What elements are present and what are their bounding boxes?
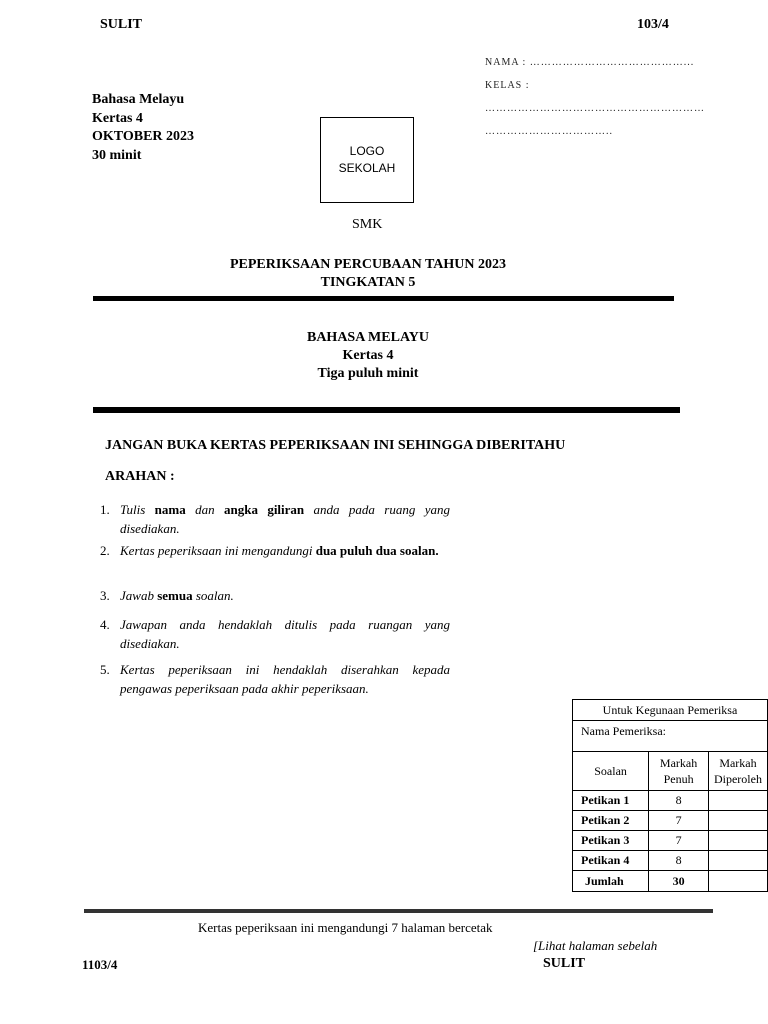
table-row-diperoleh[interactable] <box>708 811 767 831</box>
divider-top <box>93 296 674 301</box>
total-label: Jumlah <box>573 871 649 892</box>
instruction-2: 2. Kertas peperiksaan ini mengandungi dua puluh dua soalan. <box>100 543 439 558</box>
subject-month: OKTOBER 2023 <box>92 129 195 144</box>
paper-block <box>218 329 518 383</box>
exam-title-line1: PEPERIKSAAN PERCUBAAN TAHUN 2023 <box>229 257 506 272</box>
next-page-note: [Lihat halaman sebelah <box>533 938 658 953</box>
col-markah-diperoleh: Markah Diperoleh <box>708 752 767 791</box>
table-row-penuh: 8 <box>649 851 709 871</box>
candidate-info <box>485 51 735 143</box>
examiner-table-title: Untuk Kegunaan Pemeriksa <box>573 700 768 721</box>
total-diperoleh[interactable] <box>708 871 767 892</box>
examiner-table <box>572 699 768 892</box>
table-row-label: Petikan 4 <box>573 851 649 871</box>
examiner-name-label: Nama Pemeriksa: <box>573 721 768 752</box>
instruction-5: 5. Kertas peperiksaan ini hendaklah diserahkan kepada pengawas peperiksaan pada akhir peperiksaan. <box>100 662 450 696</box>
footer-code: 1103/4 <box>82 957 118 972</box>
instruction-3: 3. Jawab semua soalan. <box>100 588 234 603</box>
subject-info <box>92 91 194 165</box>
school-name: SMK <box>352 217 383 232</box>
table-row-label: Petikan 1 <box>573 791 649 811</box>
instruction-1: 1. Tulis nama dan angka giliran anda pada ruang yang disediakan. <box>100 502 450 536</box>
divider-footer <box>84 909 713 913</box>
col-markah-penuh: Markah Penuh <box>649 752 709 791</box>
school-logo-placeholder <box>320 117 414 203</box>
table-row-label: Petikan 3 <box>573 831 649 851</box>
table-row-penuh: 8 <box>649 791 709 811</box>
header-code: 103/4 <box>637 17 669 32</box>
subject-paper: Kertas 4 <box>92 110 143 126</box>
exam-title <box>168 256 568 292</box>
paper-duration: Tiga puluh minit <box>317 366 419 381</box>
exam-title-line2: TINGKATAN 5 <box>320 275 416 290</box>
header-sulit: SULIT <box>100 17 143 32</box>
dots-line-1: …………………………………………………… <box>485 103 705 114</box>
arahan-title: ARAHAN : <box>105 469 175 484</box>
nama-field: NAMA : ……………………………………... <box>485 57 695 68</box>
kelas-field: KELAS : <box>485 80 530 91</box>
table-row-label: Petikan 2 <box>573 811 649 831</box>
paper-number: Kertas 4 <box>342 348 394 363</box>
table-row-diperoleh[interactable] <box>708 791 767 811</box>
logo-text-2: SEKOLAH <box>338 161 396 175</box>
warning-text: JANGAN BUKA KERTAS PEPERIKSAAN INI SEHINGGA DIBERITAHU <box>105 438 566 453</box>
table-row-penuh: 7 <box>649 811 709 831</box>
col-soalan: Soalan <box>573 752 649 791</box>
subject-name: Bahasa Melayu <box>92 92 185 107</box>
paper-subject: BAHASA MELAYU <box>306 330 429 345</box>
subject-duration: 30 minit <box>92 147 142 163</box>
divider-middle <box>93 407 680 413</box>
table-row-diperoleh[interactable] <box>708 851 767 871</box>
total-penuh: 30 <box>649 871 709 892</box>
footer-sulit: SULIT <box>543 956 586 971</box>
dots-line-2: …………………………….. <box>485 126 613 137</box>
pages-note: Kertas peperiksaan ini mengandungi 7 halaman bercetak <box>198 920 493 935</box>
table-row-diperoleh[interactable] <box>708 831 767 851</box>
table-row-penuh: 7 <box>649 831 709 851</box>
instruction-4: 4. Jawapan anda hendaklah ditulis pada ruangan yang disediakan. <box>100 617 450 651</box>
logo-text-1: LOGO <box>349 144 385 158</box>
